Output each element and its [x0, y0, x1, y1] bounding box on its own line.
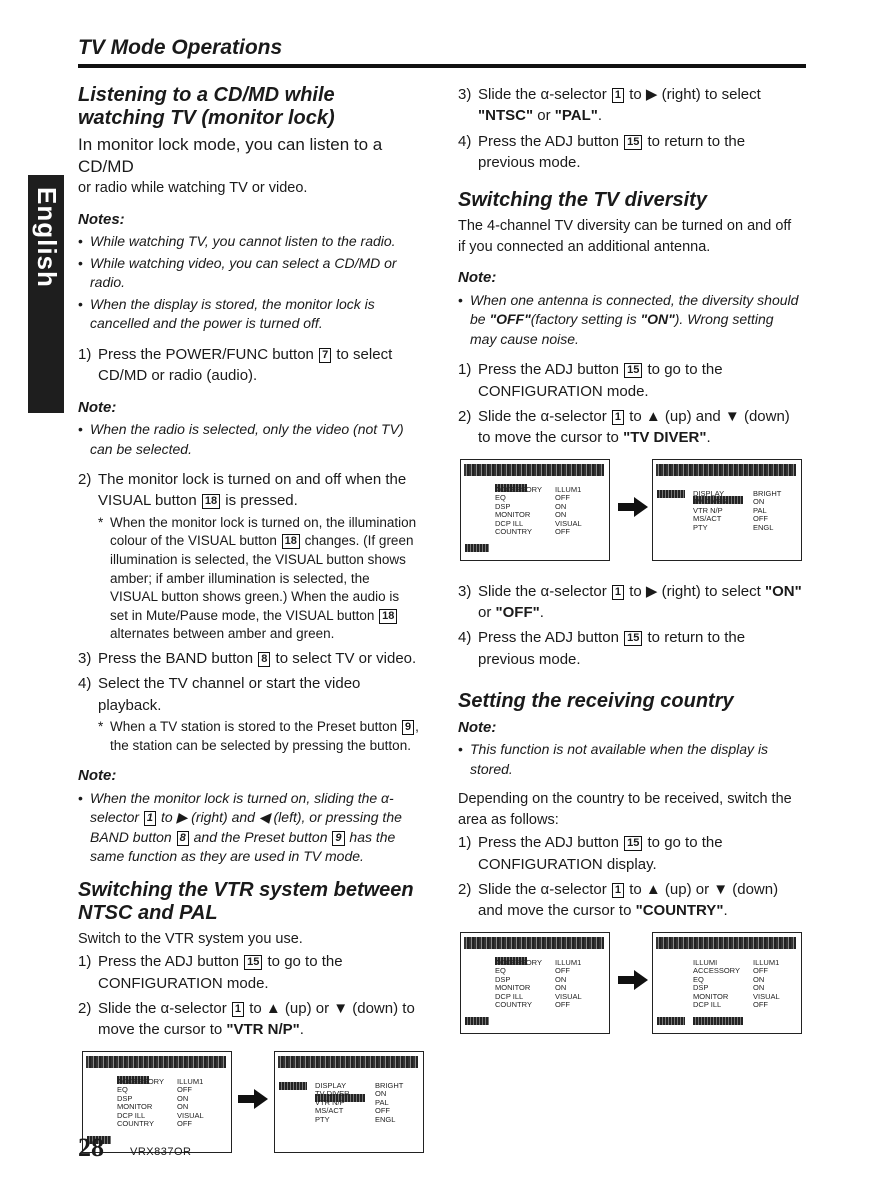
step-text: to ▲ (up) or ▼ (down) and move the cursor to [478, 881, 779, 920]
step-text: is pressed. [225, 492, 298, 510]
menu-side-tab [657, 1017, 685, 1025]
menu-items: ILLUMI ACCESSORY EQ DSP MONITOR DCP ILL [693, 957, 740, 1010]
button-key-badge: 18 [379, 609, 397, 624]
step-number: 4) [78, 675, 92, 693]
tv-diversity-menu-diagram [458, 459, 802, 571]
note-value: "ON" [640, 311, 675, 328]
note-text: ). Wrong setting may cause noise. [470, 311, 774, 347]
button-key-badge: 1 [612, 410, 624, 425]
step-text: The monitor lock is turned on and off when the VISUAL button [98, 471, 407, 510]
menu-values: ILLUM1 OFF ON ON VISUAL OFF [555, 957, 582, 1010]
step-text: to return to the previous mode. [478, 629, 746, 668]
option-value: "PAL" [554, 107, 598, 125]
screen-title-bar [656, 464, 796, 476]
note-item [78, 789, 420, 867]
step-text: to go to the CONFIGURATION display. [478, 834, 723, 873]
menu-cursor-highlight [693, 1017, 743, 1025]
button-key-badge: 1 [612, 585, 624, 600]
menu-values: ILLUM1 OFF ON ON VISUAL OFF [177, 1076, 204, 1129]
right-arrow-icon [618, 970, 648, 990]
note-list [78, 420, 420, 459]
step-number: 1) [78, 346, 92, 364]
monitor-lock-steps-cont [78, 469, 420, 755]
note-list [458, 291, 802, 350]
step-text: . [539, 603, 544, 621]
step-text: to ▶ (right) to select [629, 582, 761, 600]
section-tv-diversity-title: Switching the TV diversity [458, 189, 707, 212]
button-key-badge: 7 [319, 348, 331, 363]
step-3 [458, 84, 802, 127]
step-text: or [478, 603, 492, 621]
step-text: . [299, 1021, 304, 1039]
button-key-badge: 15 [624, 135, 642, 150]
step-4 [78, 673, 420, 755]
monitor-lock-lead: In monitor lock mode, you can listen to a CD/MD [78, 135, 383, 177]
step-number: 4) [458, 629, 472, 647]
menu-items: ACCESSORY EQ DSP MONITOR DCP ILL COUNTRY [117, 1076, 164, 1129]
menu-values: BRIGHT ON PAL OFF ENGL [375, 1080, 404, 1124]
subnote-text: changes. (If green illumination is selected, the VISUAL button shows amber; if amber illumination is selected, the VISUAL button shows green.) When the audio is set in Mute/Pause mode, the VISUAL button [110, 533, 414, 623]
step-1 [458, 359, 802, 402]
screen-title-bar [278, 1056, 418, 1068]
step-3 [78, 648, 420, 669]
header-rule [78, 64, 806, 68]
step-text: to return to the previous mode. [478, 132, 746, 171]
screen-title-bar [86, 1056, 226, 1068]
step-text: . [597, 107, 603, 125]
vtr-steps-cont [458, 84, 802, 173]
button-key-badge: 18 [202, 494, 220, 509]
button-key-badge: 8 [258, 652, 270, 667]
step-text: or [537, 107, 551, 125]
option-value: "OFF" [495, 603, 540, 621]
button-key-badge: 1 [232, 1002, 244, 1017]
menu-items: DISPLAY TV DIVER VTR N/P MS/ACT PTY [315, 1080, 350, 1124]
note-text: When the monitor lock is turned on, sliding the α-selector [90, 789, 394, 826]
step-text: to select CD/MD or radio (audio). [98, 346, 393, 385]
step-number: 2) [78, 1000, 92, 1018]
note-item: • When the radio is selected, only the video (not TV) can be selected. [78, 420, 420, 459]
section-country-title: Setting the receiving country [458, 689, 734, 712]
menu-items: DISPLAY TV DIVER VTR N/P MS/ACT PTY [693, 488, 728, 532]
note-list [458, 740, 802, 779]
right-arrow-icon [618, 497, 648, 517]
vtr-lead: Switch to the VTR system you use. [78, 930, 303, 947]
note-text: and the Preset button [193, 828, 328, 845]
step-target: "TV DIVER" [623, 429, 707, 447]
config-screen-after [274, 1051, 424, 1153]
menu-items: ACCESSORY EQ DSP MONITOR DCP ILL COUNTRY [495, 957, 542, 1010]
monitor-lock-lead-2: or radio while watching TV or video. [78, 180, 308, 197]
tv-diversity-steps [458, 359, 802, 448]
note-text: When one antenna is connected, the diversity should be [470, 291, 799, 328]
button-key-badge: 15 [624, 631, 642, 646]
button-key-badge: 1 [612, 883, 624, 898]
step-2 [458, 406, 802, 449]
note-heading: Note: [458, 718, 497, 736]
note-text: (factory setting is [530, 311, 637, 328]
note-item: • While watching TV, you cannot listen to the radio. [78, 232, 420, 252]
button-key-badge: 9 [332, 831, 344, 846]
option-value: "ON" [764, 582, 802, 600]
step-2 [458, 879, 802, 922]
step-text: to go to the CONFIGURATION mode. [98, 953, 343, 992]
tv-diversity-steps-cont [458, 581, 802, 670]
step-text: Press the ADJ button [478, 132, 619, 150]
screen-title-bar [464, 464, 604, 476]
step-2 [78, 469, 420, 644]
menu-values: BRIGHT ON PAL OFF ENGL [753, 488, 782, 532]
button-key-badge: 9 [402, 720, 414, 735]
tv-diversity-lead: The 4-channel TV diversity can be turned on and off if you connected an additional antenna. [458, 218, 792, 255]
menu-side-tab [279, 1082, 307, 1090]
step-number: 2) [458, 881, 472, 899]
step-text: Slide the α-selector [478, 881, 607, 899]
step-text: Press the ADJ button [478, 834, 619, 852]
step-1 [458, 832, 802, 875]
note-text: has the same function as they are used in TV mode. [90, 828, 396, 865]
step-text: Slide the α-selector [478, 86, 607, 103]
button-key-badge: 1 [144, 811, 156, 826]
step-number: 2) [458, 408, 472, 426]
step-target: "COUNTRY" [635, 902, 724, 920]
note-value: "OFF" [489, 311, 531, 328]
step-text: Slide the α-selector [478, 408, 607, 426]
right-arrow-icon [238, 1089, 268, 1109]
button-key-badge: 15 [244, 955, 262, 970]
step-text: to ▲ (up) or ▼ (down) to move the cursor to [98, 1000, 415, 1039]
menu-items: ACCESSORY EQ DSP MONITOR DCP ILL COUNTRY [495, 484, 542, 537]
section-vtr-title: Switching the VTR system between NTSC and PAL [78, 878, 414, 924]
side-tab-label: English [32, 187, 62, 288]
subnote-text: , the station can be selected by pressing the button. [110, 718, 419, 753]
config-screen-after [652, 932, 802, 1034]
note-item [458, 291, 802, 350]
step-1 [78, 344, 420, 387]
note-heading: Note: [78, 767, 117, 785]
step-number: 2) [78, 471, 92, 489]
button-key-badge: 1 [612, 88, 624, 103]
subnote-text: alternates between amber and green. [110, 626, 335, 642]
button-key-badge: 15 [624, 836, 642, 851]
step-number: 3) [78, 650, 92, 668]
step-text: . [723, 902, 728, 920]
subnote-text: When the monitor lock is turned on, the illumination colour of the VISUAL button [110, 514, 417, 549]
country-lead: Depending on the country to be received, switch the area as follows: [458, 791, 792, 828]
right-column [458, 84, 802, 1054]
step-4 [458, 131, 802, 174]
note-heading: Note: [458, 269, 497, 287]
step-number: 3) [458, 582, 472, 600]
step-number: 3) [458, 86, 472, 103]
subnote-text: When a TV station is stored to the Preset button [110, 718, 398, 734]
menu-values: ILLUM1 OFF ON ON VISUAL OFF [555, 484, 582, 537]
step-text: to select TV or video. [275, 650, 417, 668]
step-text: Press the ADJ button [98, 953, 239, 971]
step-3 [458, 581, 802, 624]
step-subnote [98, 718, 420, 755]
step-text: to ▲ (up) and ▼ (down) to move the cursor to [478, 408, 790, 447]
step-text: Press the ADJ button [478, 361, 619, 379]
config-screen-before [460, 932, 610, 1034]
note-heading: Note: [78, 398, 117, 416]
menu-side-tab [657, 490, 685, 498]
menu-side-tab [465, 544, 489, 552]
step-text: to ▶ (right) to select [629, 86, 761, 103]
config-screen-before [82, 1051, 232, 1153]
menu-side-tab [465, 1017, 489, 1025]
country-steps [458, 832, 802, 921]
notes-heading: Notes: [78, 210, 125, 228]
step-4 [458, 627, 802, 670]
page-header-title: TV Mode Operations [78, 36, 283, 59]
step-subnote [98, 514, 420, 644]
note-item: • While watching video, you can select a CD/MD or radio. [78, 254, 420, 293]
step-number: 1) [78, 953, 92, 971]
model-number: VRX837OR [130, 1146, 192, 1158]
step-text: Press the ADJ button [478, 629, 619, 647]
step-number: 1) [458, 834, 472, 852]
notes-list [78, 232, 420, 334]
step-number: 1) [458, 361, 472, 379]
button-key-badge: 18 [282, 534, 300, 549]
note-item: • When the display is stored, the monitor lock is cancelled and the power is turned off. [78, 295, 420, 334]
country-menu-diagram [458, 932, 802, 1044]
step-2 [78, 998, 420, 1041]
language-side-tab [28, 175, 64, 413]
menu-values: ILLUM1 OFF ON ON VISUAL OFF [753, 957, 780, 1010]
step-text: Slide the α-selector [98, 1000, 227, 1018]
step-target: "VTR N/P" [226, 1021, 300, 1039]
step-text: Press the POWER/FUNC button [98, 346, 314, 364]
step-text: Select the TV channel or start the video playback. [98, 675, 361, 714]
section-monitor-lock-title: Listening to a CD/MD while watching TV (monitor lock) [78, 84, 335, 129]
config-screen-before [460, 459, 610, 561]
page-number: 28 [78, 1133, 104, 1162]
note-list [78, 789, 420, 867]
step-number: 4) [458, 132, 472, 150]
button-key-badge: 15 [624, 363, 642, 378]
config-screen-after [652, 459, 802, 561]
step-1 [78, 951, 420, 994]
step-text: Press the BAND button [98, 650, 254, 668]
step-text: to go to the CONFIGURATION mode. [478, 361, 723, 400]
note-item: • This function is not available when the display is stored. [458, 740, 802, 779]
note-text: to ▶ (right) and ◀ (left), or pressing the BAND button [90, 809, 402, 845]
vtr-steps [78, 951, 420, 1040]
option-value: "NTSC" [478, 107, 534, 125]
step-text: . [706, 429, 711, 447]
left-column [78, 84, 420, 1173]
monitor-lock-steps [78, 344, 420, 387]
button-key-badge: 8 [177, 831, 189, 846]
screen-title-bar [656, 937, 796, 949]
screen-title-bar [464, 937, 604, 949]
step-text: Slide the α-selector [478, 582, 607, 600]
